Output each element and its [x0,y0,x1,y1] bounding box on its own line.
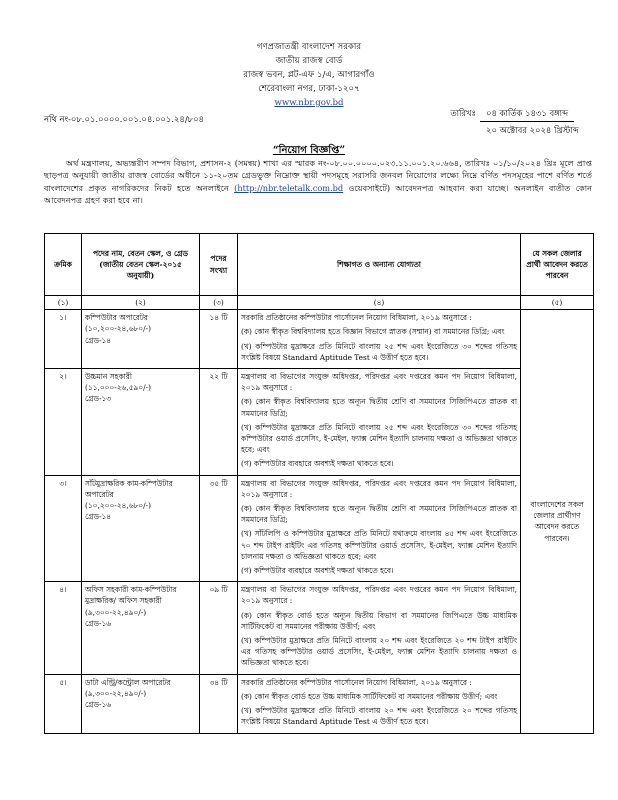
col-number: (২) [82,296,200,310]
table-row [45,582,594,674]
notice-title: “নিয়োগ বিজ্ঞপ্তি” [272,145,346,156]
website-link[interactable]: www.nbr.gov.bd [274,98,344,108]
row-post: অফিস সহকারী কাম-কম্পিউটার মুদ্রাক্ষরিক/ অফিস সহকারী (৯,৩০০-২২,৪৯০/-) গ্রেড-১৬ [82,582,200,674]
teletalk-link[interactable]: (http://nbr.teletalk.com.bd [234,182,344,193]
col-number: (১) [45,296,82,310]
recruitment-table [44,233,594,734]
header-district: যে সকল জেলার প্রার্থী আবেদন করতে পারবেন [521,234,594,296]
table-row [45,310,594,369]
date-gregorian: ২০ অক্টোবর ২০২৪ খ্রিস্টাব্দ [486,125,579,135]
row-qualification: মন্ত্রণালয় বা বিভাগের সংযুক্ত অধিদপ্তর, পরিদপ্তর এবং দপ্তরের কমন পদ নিয়োগ বিধিমালা, ২০১৯ অনুসারে : (ক) কোন স্বীকৃত বিশ্ববিদ্যালয় হতে অন্যূন দ্বিতীয় শ্রেণি বা সমমানের সিজিপিএতে স্নাতক বা সমমানের ডিগ্রি; (খ) সাঁটলিপি ও কম্পিউটার মুদ্রাক্ষরে প্রতি মিনিটে যথাক্রমে বাংলায় ৪৫ শব্দ এবং ইংরেজিতে ৭০ শব্দ টাইপ রাইটিং এর গতিসহ কম্পিউটার ওয়ার্ড প্রসেসিং, ই-মেইল, ফ্যাক্স মেশিন ইত্যাদি চালনায় দক্ষতা ও অভিজ্ঞতা থাকতে হবে; এবং (গ) কম্পিউটার ব্যবহারে অবশ্যই দক্ষতা থাকতে হবে। [238,475,521,582]
row-qualification: মন্ত্রণালয় বা বিভাগের সংযুক্ত অধিদপ্তর, পরিদপ্তর এবং দপ্তরের কমন পদ নিয়োগ বিধিমালা, ২০১৯ অনুসারে : (ক) কোন স্বীকৃত বিশ্ববিদ্যালয় হতে অন্যূন দ্বিতীয় শ্রেণি বা সমমানের সিজিপিএতে স্নাতক বা সমমানের ডিগ্রি; (খ) কম্পিউটার মুদ্রাক্ষরে প্রতি মিনিটে বাংলায় ২৫ শব্দ এবং ইংরেজিতে ৩০ শব্দের গতিসহ কম্পিউটার ওয়ার্ড প্রসেসিং, ই-মেইল, ফ্যাক্স মেশিন ইত্যাদি চালনায় দক্ষতা ও অভিজ্ঞতা থাকতে হবে; এবং (গ) কম্পিউটার ব্যবহারে অবশ্যই দক্ষতা থাকতে হবে। [238,369,521,476]
row-count: ০৯ টি [200,582,238,674]
header-serial: ক্রমিক [45,234,82,296]
col-number: (৪) [238,296,521,310]
row-count: ৩৫ টি [200,475,238,582]
row-post: সাঁটমুদ্রাক্ষরিক কাম-কম্পিউটার অপারেটর (১০,২০০-২৪,৬৮০/-) গ্রেড-১৪ [82,475,200,582]
row-qualification: সরকারি প্রতিষ্ঠানের কম্পিউটার পার্সোনেল নিয়োগ বিধিমালা, ২০১৯ অনুসারে : (ক) কোন স্বীকৃত বিশ্ববিদ্যালয় হতে বিজ্ঞান বিভাগে স্নাতক (সম্মান) বা সমমানের ডিগ্রি; এবং (খ) কম্পিউটার মুদ্রাক্ষরে প্রতি মিনিটে বাংলায় ২৫ শব্দ এবং ইংরেজিতে ৩০ শব্দের গতিসহ সংশ্লিষ্ট বিষয়ে Standard Aptitude Test এ উত্তীর্ণ হতে হবে। [238,310,521,369]
memo-date [420,106,585,137]
row-count: ২২ টি [200,369,238,476]
row-qualification: সরকারি প্রতিষ্ঠানের কম্পিউটার পার্সোনেল নিয়োগ বিধিমালা, ২০১৯ অনুসারে : (ক) কোন স্বীকৃত বোর্ড হতে উচ্চ মাধ্যমিক সার্টিফিকেট বা সমমানের পরীক্ষায় উত্তীর্ণ; এবং (খ) কম্পিউটার মুদ্রাক্ষরে প্রতি মিনিটে বাংলায় ২০ শব্দ এবং ইংরেজিতে ২০ শব্দের গতিসহ সংশ্লিষ্ট বিষয়ে Standard Aptitude Test এ উত্তীর্ণ হতে হবে। [238,674,521,733]
letterhead [0,40,618,110]
column-number-row [45,296,594,310]
intro-paragraph [44,157,592,207]
table-row [45,674,594,733]
row-post: ডাটা এন্ট্রি/কন্ট্রোল অপারেটর (৯,৩০০-২২,৪৯০/-) গ্রেড-১৬ [82,674,200,733]
memo-reference: নথি নং-০৮.০১.০০০০.০০১.০৪.০০১.২৪/৮০৪ [44,114,204,124]
row-serial: ৪। [45,582,82,674]
table-row [45,369,594,476]
row-count: ১৪ টি [200,310,238,369]
header-qualification: শিক্ষাগত ও অন্যান্য যোগ্যতা [238,234,521,296]
date-label: তারিখঃ [450,108,476,118]
header-government: গণপ্রজাতন্ত্রী বাংলাদেশ সরকার [256,42,362,52]
header-post: পদের নাম, বেতন স্কেল, ও গ্রেড (জাতীয় বেতন স্কেল-২০১৫ অনুযায়ী) [82,234,200,296]
row-qualification: মন্ত্রণালয় বা বিভাগের সংযুক্ত অধিদপ্তর, পরিদপ্তর এবং দপ্তরের কমন পদ নিয়োগ বিধিমালা, ২০১৯ অনুসারে : (ক) কোন স্বীকৃত বোর্ড হতে অন্যূন দ্বিতীয় বিভাগ বা সমমানের জিপিএতে উচ্চ মাধ্যমিক সার্টিফিকেট বা সমমানের পরীক্ষায় উত্তীর্ণ; এবং (খ) কম্পিউটার মুদ্রাক্ষরে প্রতি মিনিটে বাংলায় ২০ শব্দ এবং ইংরেজিতে ২০ শব্দ টাইপ রাইটিং এর গতিসহ কম্পিউটার ওয়ার্ড প্রসেসিং, ই-মেইল, ফ্যাক্স মেশিন ইত্যাদি চালনায় দক্ষতা ও অভিজ্ঞতা থাকতে হবে। [238,582,521,674]
row-serial: ১। [45,310,82,369]
row-post: কম্পিউটার অপারেটর (১০,২০০-২৪,৬৮০/-) গ্রেড-১৪ [82,310,200,369]
eligible-districts: বাংলাদেশের সকল জেলার প্রার্থীগণ আবেদন করতে পারবেন। [521,310,594,733]
intro-text: অর্থ মন্ত্রণালয়, অভ্যন্তরীণ সম্পদ বিভাগ, প্রশাসন-২ (সমন্বয়) শাখা এর স্মারক নং-০৮.০০.০০০০.০২৩.১১.০০১.২০.৬৬৪, তারিখঃ ০১/১০/২০২৪ খ্রিঃ মূলে প্রাপ্ত ছাড়পত্র অনুযায়ী জাতীয় রাজস্ব বোর্ডের অধীনে ১১-২০তম গ্রেডভুক্ত নিম্নোক্ত স্থায়ী পদসমূহে সরাসরি জনবল নিয়োগের লক্ষ্যে নিম্নে বর্ণিত পদসমূহের পাশে বর্ণিত শর্তে বাংলাদেশের প্রকৃত নাগরিকদের নিকট হতে অনলাইনে [44,158,592,193]
header-count: পদের সংখ্যা [200,234,238,296]
row-serial: ২। [45,369,82,476]
header-board: জাতীয় রাজস্ব বোর্ড [275,56,343,66]
date-bangla: ০৪ কার্তিক ১৪৩১ বঙ্গাব্দ [480,106,574,122]
row-serial: ৫। [45,674,82,733]
col-number: (৩) [200,296,238,310]
header-address: রাজস্ব ভবন, প্লট-এফ ১/এ, আগারগাঁও [243,70,375,80]
row-post: উচ্চমান সহকারী (১১,০০০-২৬,৫৯০/-) গ্রেড-১৩ [82,369,200,476]
table-row [45,475,594,582]
intro-tail: ওয়েবসাইটে) আবেদনপত্র আহবান করা যাচ্ছে। অনলাইন ব্যতীত কোন আবেদনপত্র গ্রহণ করা হবে না। [44,182,592,206]
col-number: (৫) [521,296,594,310]
header-city: শেরেবাংলা নগর, ঢাকা-১২০৭ [258,84,360,94]
table-header-row [45,234,594,296]
row-count: ৩৪ টি [200,674,238,733]
row-serial: ৩। [45,475,82,582]
